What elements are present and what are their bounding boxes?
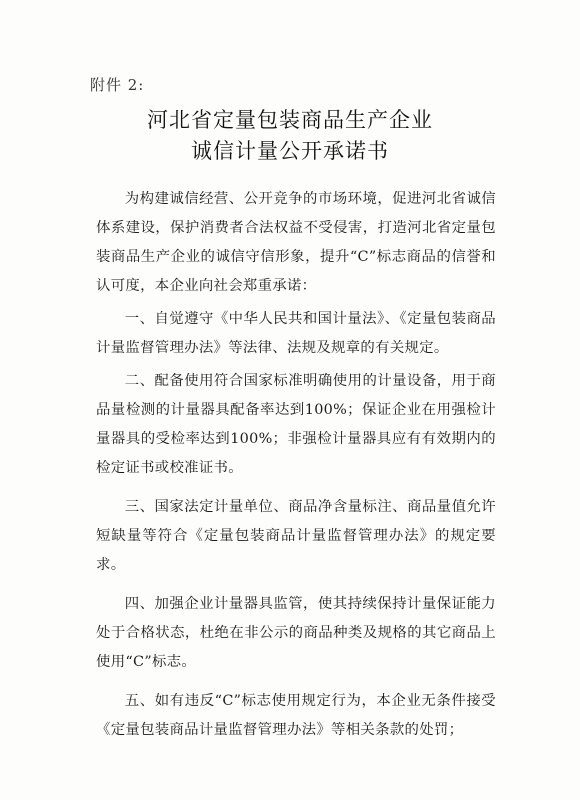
paragraph-item-1: 一、自觉遵守《中华人民共和国计量法》、《定量包装商品计量监督管理办法》等法律、法规及规章的有关规定。 bbox=[96, 311, 496, 356]
document-body bbox=[96, 185, 496, 749]
paragraph-intro: 为构建诚信经营、公开竞争的市场环境，促进河北省诚信体系建设，保护消费者合法权益不受侵害，打造河北省定量包装商品生产企业的诚信守信形象，提升“C”标志商品的信誉和认可度，本企业向社会郑重承诺： bbox=[96, 191, 496, 294]
document-title-line-1: 河北省定量包装商品生产企业 bbox=[147, 108, 433, 132]
paragraph-item-3: 三、国家法定计量单位、商品净含量标注、商品量值允许短缺量等符合《定量包装商品计量监督管理办法》的规定要求。 bbox=[96, 499, 496, 573]
paragraph-item-4: 四、加强企业计量器具监管，使其持续保持计量保证能力处于合格状态，杜绝在非公示的商品种类及规格的其它商品上使用“C”标志。 bbox=[96, 596, 496, 670]
attachment-label: 附件 2: bbox=[90, 76, 145, 94]
document-title-line-2: 诚信计量公开承诺书 bbox=[191, 139, 389, 163]
paragraph-item-5: 五、如有违反“C”标志使用规定行为，本企业无条件接受《定量包装商品计量监督管理办法》等相关条款的处罚； bbox=[96, 693, 496, 738]
paragraph-item-2: 二、配备使用符合国家标准明确使用的计量设备，用于商品量检测的计量器具配备率达到100%；保证企业在用强检计量器具的受检率达到100%；非强检计量器具应有有效期内的检定证书或校准证书。 bbox=[96, 373, 496, 476]
